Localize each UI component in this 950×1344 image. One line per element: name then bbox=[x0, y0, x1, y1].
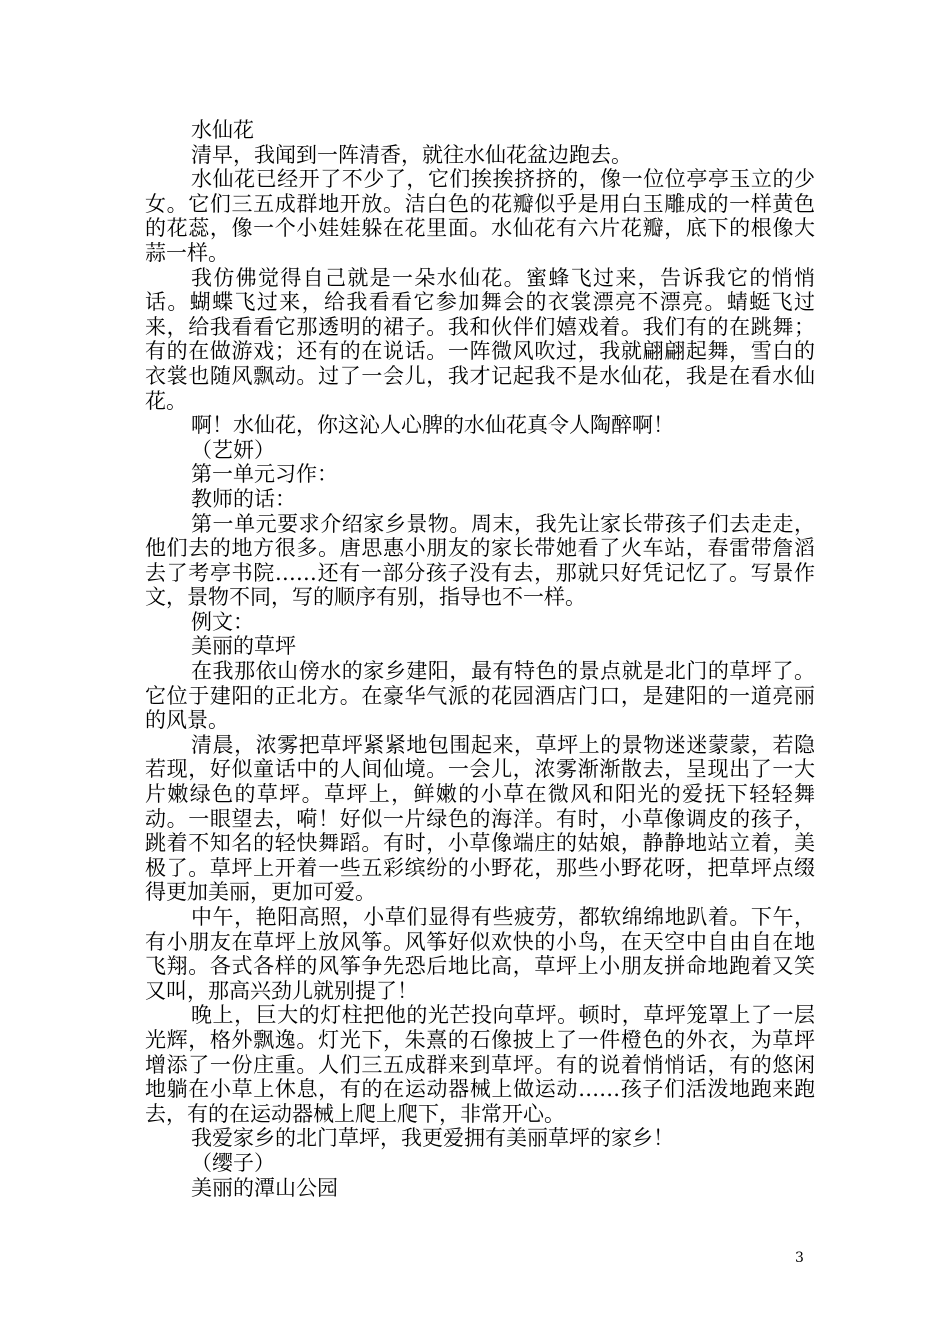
paragraph: 水仙花已经开了不少了，它们挨挨挤挤的，像一位位亭亭玉立的少女。它们三五成群地开放。洁白色的花瓣似乎是用白玉雕成的一样黄色的花蕊，像一个小娃娃躲在花里面。水仙花有六片花瓣，底下的根像大蒜一样。 bbox=[145, 167, 815, 265]
paragraph: 第一单元要求介绍家乡景物。周末，我先让家长带孩子们去走走，他们去的地方很多。唐思惠小朋友的家长带她看了火车站，春雷带詹滔去了考亭书院……还有一部分孩子没有去，那就只好凭记忆了。写景作文，景物不同，写的顺序有别，指导也不一样。 bbox=[145, 511, 815, 610]
section-heading: 第一单元习作： bbox=[191, 462, 338, 487]
paragraph: 清早，我闻到一阵清香，就往水仙花盆边跑去。 bbox=[191, 142, 632, 167]
section-heading: 例文： bbox=[191, 609, 254, 634]
page-number: 3 bbox=[795, 1250, 804, 1266]
section-heading: 教师的话： bbox=[191, 486, 296, 511]
paragraph: 中午，艳阳高照，小草们显得有些疲劳，都软绵绵地趴着。下午，有小朋友在草坪上放风筝。风筝好似欢快的小鸟，在天空中自由自在地飞翔。各式各样的风筝争先恐后地比高，草坪上小朋友拼命地跑着又笑又叫，那高兴劲儿就别提了！ bbox=[145, 905, 815, 1003]
paragraph-title-lawn: 美丽的草坪 bbox=[191, 634, 296, 659]
paragraph: 在我那依山傍水的家乡建阳，最有特色的景点就是北门的草坪了。它位于建阳的正北方。在豪华气派的花园酒店门口，是建阳的一道亮丽的风景。 bbox=[145, 659, 815, 733]
author-credit: （艺妍） bbox=[191, 437, 275, 462]
author-credit: （缨子） bbox=[191, 1150, 275, 1175]
document-body bbox=[145, 118, 815, 1200]
paragraph: 清晨，浓雾把草坪紧紧地包围起来，草坪上的景物迷迷蒙蒙，若隐若现，好似童话中的人间仙境。一会儿，浓雾渐渐散去，呈现出了一大片嫩绿色的草坪。草坪上，鲜嫩的小草在微风和阳光的爱抚下轻轻舞动。一眼望去，嗬！好似一片绿色的海洋。有时，小草像调皮的孩子，跳着不知名的轻快舞蹈。有时，小草像端庄的姑娘，静静地站立着，美极了。草坪上开着一些五彩缤纷的小野花，那些小野花呀，把草坪点缀得更加美丽，更加可爱。 bbox=[145, 732, 815, 905]
paragraph: 晚上，巨大的灯柱把他的光芒投向草坪。顿时，草坪笼罩上了一层光辉，格外飘逸。灯光下，朱熹的石像披上了一件橙色的外衣，为草坪增添了一份庄重。人们三五成群来到草坪。有的说着悄悄话，有的悠闲地躺在小草上休息，有的在运动器械上做运动……孩子们活泼地跑来跑去，有的在运动器械上爬上爬下，非常开心。 bbox=[145, 1003, 815, 1126]
paragraph-title-narcissus: 水仙花 bbox=[191, 118, 254, 142]
paragraph: 啊！水仙花，你这沁人心脾的水仙花真令人陶醉啊！ bbox=[191, 413, 674, 438]
paragraph-title-park: 美丽的潭山公园 bbox=[191, 1175, 338, 1200]
paragraph: 我仿佛觉得自己就是一朵水仙花。蜜蜂飞过来，告诉我它的悄悄话。蝴蝶飞过来，给我看看它参加舞会的衣裳漂亮不漂亮。蜻蜓飞过来，给我看看它那透明的裙子。我和伙伴们嬉戏着。我们有的在跳舞；有的在做游戏；还有的在说话。一阵微风吹过，我就翩翩起舞，雪白的衣裳也随风飘动。过了一会儿，我才记起我不是水仙花，我是在看水仙花。 bbox=[145, 265, 815, 413]
paragraph: 我爱家乡的北门草坪，我更爱拥有美丽草坪的家乡！ bbox=[191, 1126, 674, 1151]
